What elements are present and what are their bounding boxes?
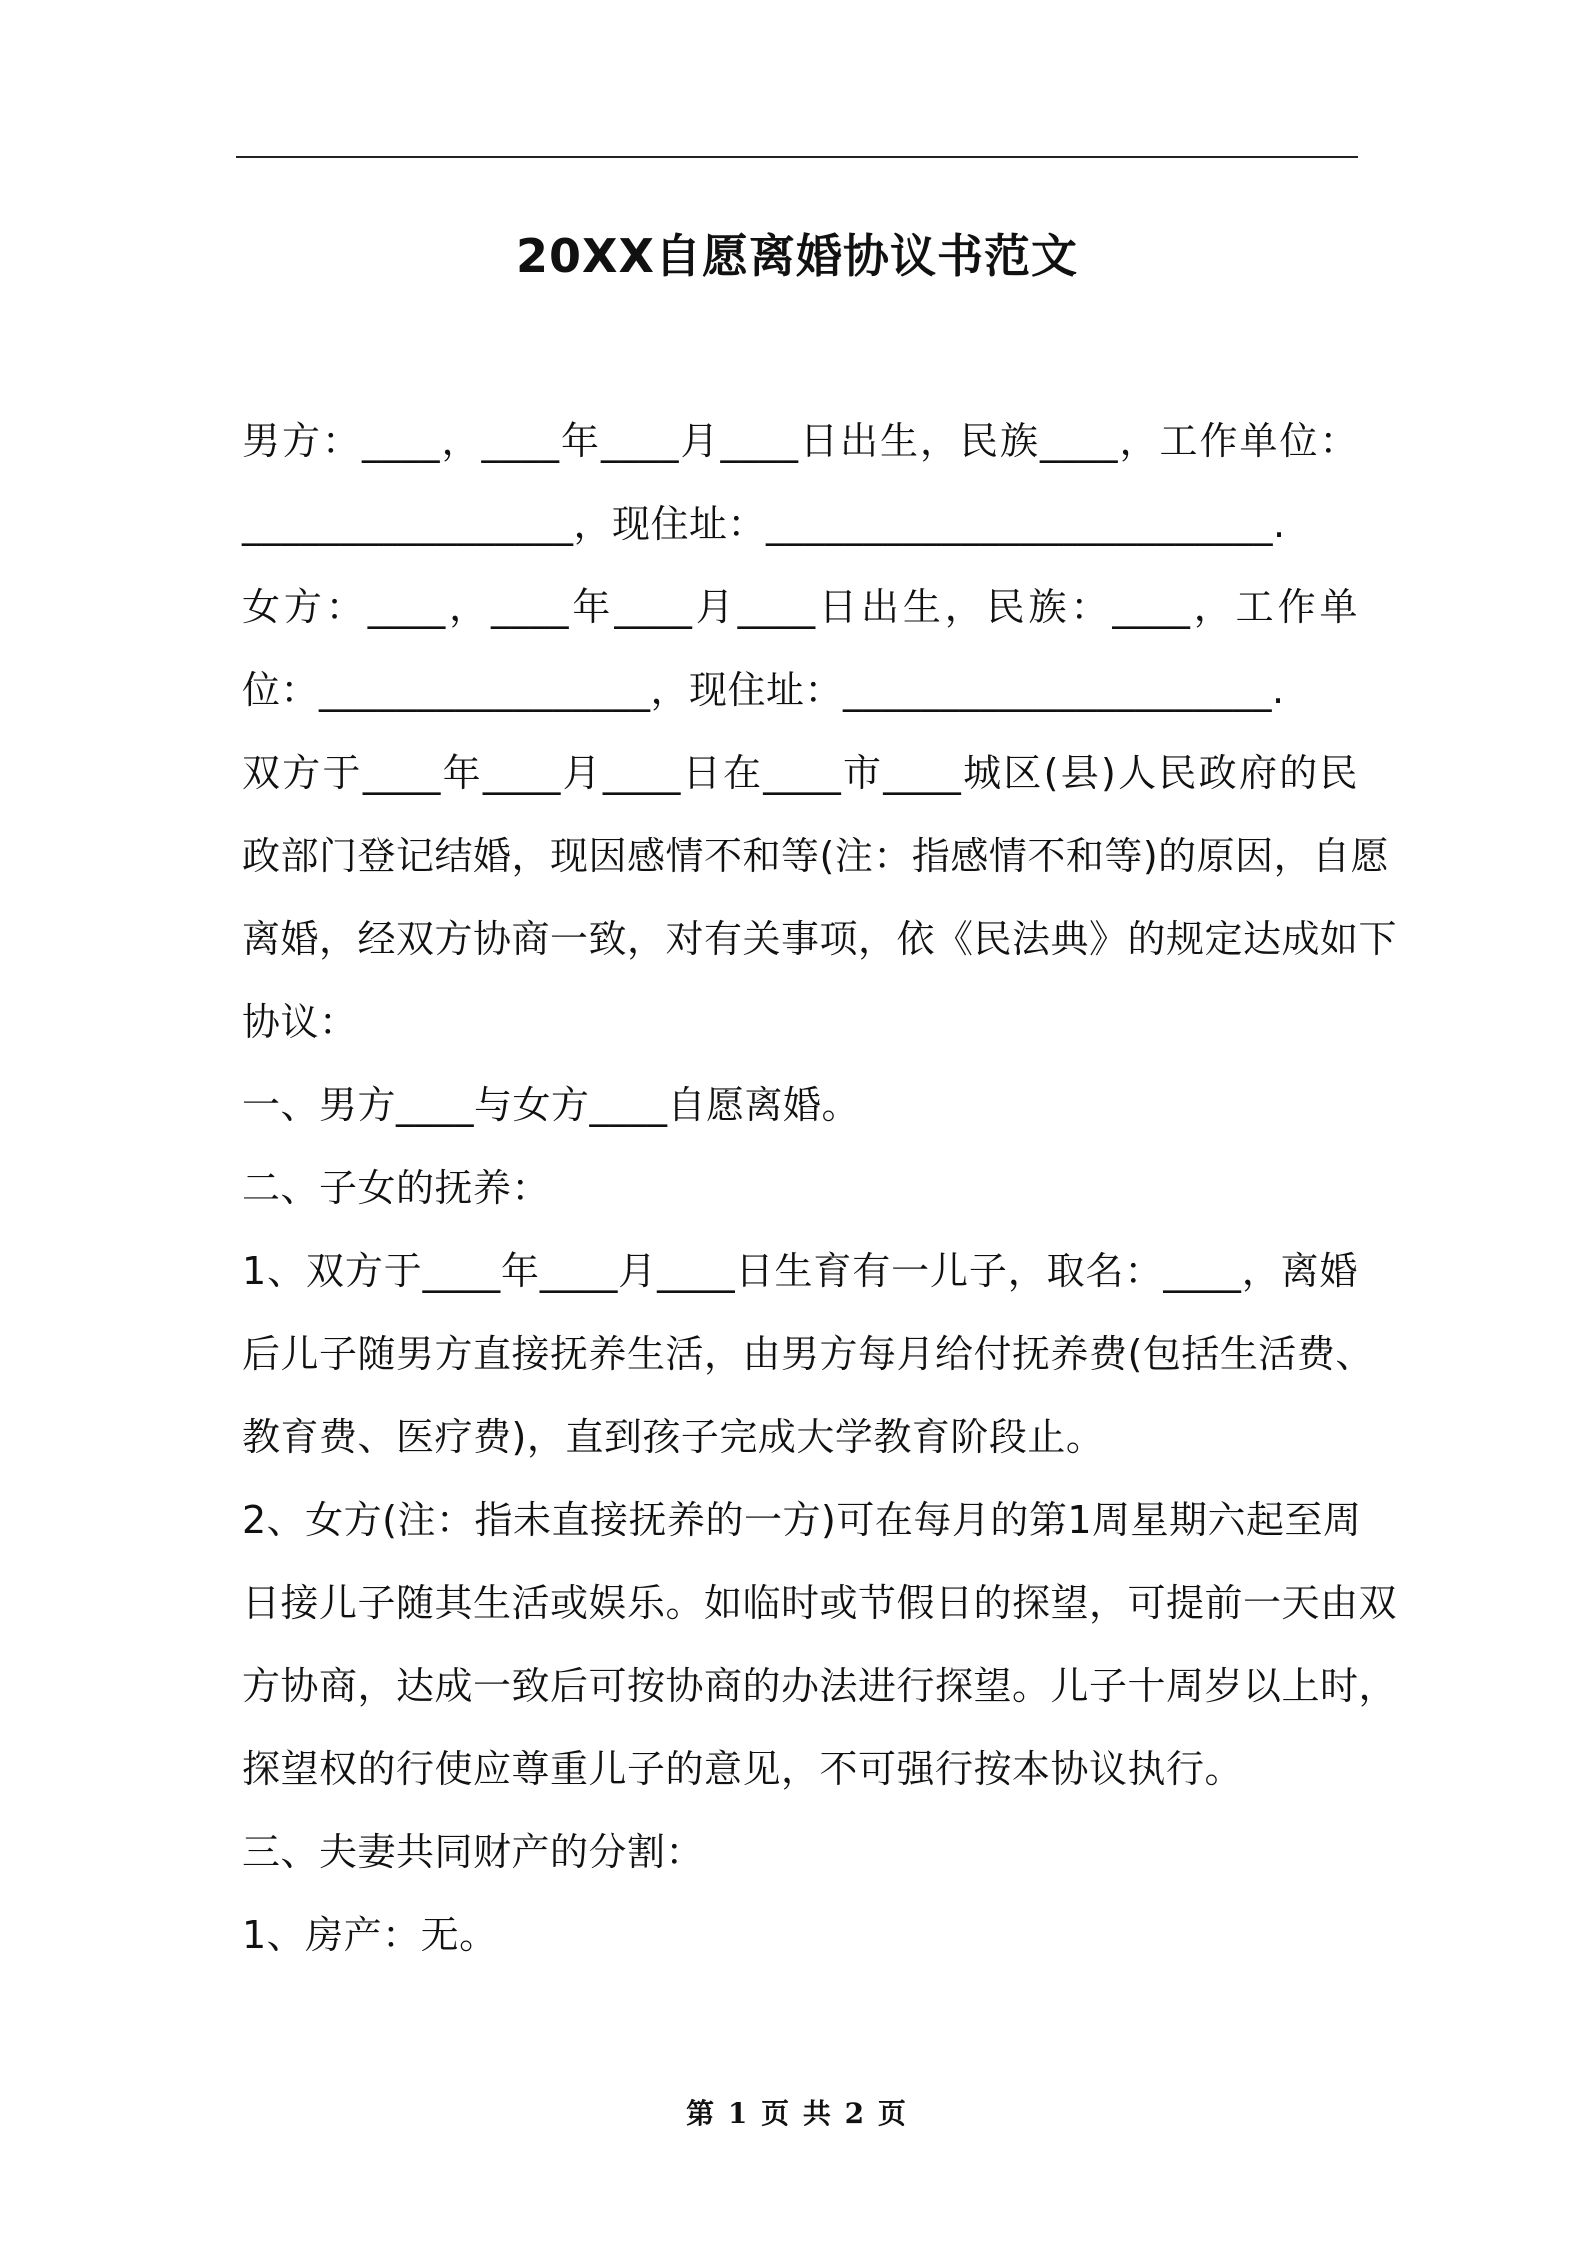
paragraph-line: 双方于____年____月____日在____市____城区(县)人民政府的民	[242, 751, 1358, 795]
section-heading: 二、子女的抚养：	[242, 1166, 551, 1210]
paragraph-line: 探望权的行使应尊重儿子的意见，不可强行按本协议执行。	[242, 1747, 1244, 1791]
paragraph-line: 男方：____，____年____月____日出生，民族____，工作单位：	[242, 419, 1358, 463]
paragraph-line: 位：_________________，现住址：______________________.	[242, 668, 1285, 712]
header-rule	[236, 156, 1358, 158]
paragraph-line: 方协商，达成一致后可按协商的办法进行探望。儿子十周岁以上时，	[242, 1664, 1398, 1708]
paragraph-line: 1、房产：无。	[242, 1913, 498, 1957]
paragraph-line: _________________，现住址：__________________________.	[242, 502, 1286, 546]
paragraph-line: 离婚，经双方协商一致，对有关事项，依《民法典》的规定达成如下	[242, 917, 1398, 961]
document-body	[242, 400, 1398, 1977]
paragraph-line: 协议：	[242, 1000, 358, 1044]
paragraph-line: 政部门登记结婚，现因感情不和等(注：指感情不和等)的原因，自愿	[242, 834, 1390, 878]
section-heading: 三、夫妻共同财产的分割：	[242, 1830, 705, 1874]
paragraph-line: 日接儿子随其生活或娱乐。如临时或节假日的探望，可提前一天由双	[242, 1581, 1398, 1625]
paragraph-line: 教育费、医疗费)，直到孩子完成大学教育阶段止。	[242, 1415, 1105, 1459]
document-title: 20XX自愿离婚协议书范文	[516, 229, 1078, 283]
paragraph-line: 后儿子随男方直接抚养生活，由男方每月给付抚养费(包括生活费、	[242, 1332, 1374, 1376]
paragraph-line: 2、女方(注：指未直接抚养的一方)可在每月的第1周星期六起至周	[242, 1498, 1362, 1542]
paragraph-line: 1、双方于____年____月____日生育有一儿子，取名：____，离婚	[242, 1249, 1358, 1293]
section-heading: 一、男方____与女方____自愿离婚。	[242, 1083, 861, 1127]
paragraph-line: 女方：____，____年____月____日出生，民族：____，工作单	[242, 585, 1358, 629]
page-number-footer: 第 1 页 共 2 页	[686, 2097, 908, 2130]
